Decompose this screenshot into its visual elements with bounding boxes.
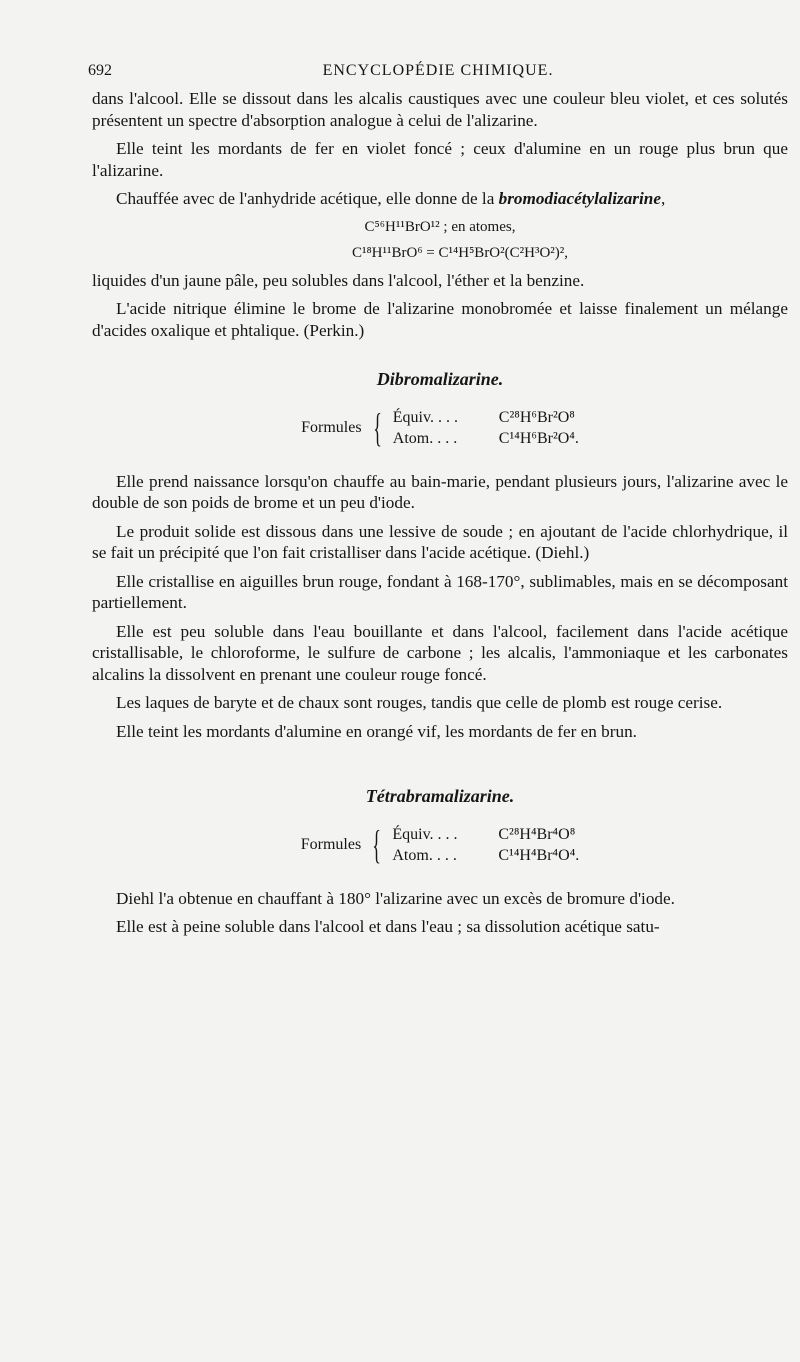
formula-kind: Équiv. . . . xyxy=(392,825,458,843)
formulas-block xyxy=(92,821,788,867)
paragraph: Elle cristallise en aiguilles brun rouge, fondant à 168-170°, sublimables, mais en se décomposant partiellement. xyxy=(92,571,788,612)
chemical-formula: C⁵⁶H¹¹BrO¹² ; en atomes, xyxy=(364,218,516,235)
brace: { xyxy=(372,404,382,450)
paragraph xyxy=(92,188,788,210)
paragraph: L'acide nitrique élimine le brome de l'alizarine monobromée et laisse finalement un mélange d'acides oxalique et phtalique. (Perkin.) xyxy=(92,299,788,340)
formula-value: C¹⁴H⁶Br²O⁴. xyxy=(498,429,579,447)
page-header xyxy=(88,62,788,84)
paragraph: Elle teint les mordants de fer en violet foncé ; ceux d'alumine en un rouge plus brun que l'alizarine. xyxy=(92,139,788,180)
formulas-label: Formules xyxy=(301,418,362,436)
paragraph: Le produit solide est dissous dans une lessive de soude ; en ajoutant de l'acide chlorhydrique, il se fait un précipité que l'on fait cristalliser dans l'acide acétique. (Diehl.) xyxy=(92,521,788,562)
page-number: 692 xyxy=(88,62,112,79)
formula-row xyxy=(393,407,579,428)
paragraph: Elle prend naissance lorsqu'on chauffe au bain-marie, pendant plusieurs jours, l'alizarine avec le double de son poids de brome et un peu d'iode. xyxy=(92,471,788,512)
paragraph: Elle teint les mordants d'alumine en orangé vif, les mordants de fer en brun. xyxy=(116,721,637,741)
formula-row xyxy=(392,845,579,866)
paragraph: liquides d'un jaune pâle, peu solubles dans l'alcool, l'éther et la benzine. xyxy=(92,270,585,290)
formula-row xyxy=(393,428,579,449)
compound-name: bromodiacétylalizarine xyxy=(498,189,661,208)
paragraph: Elle est peu soluble dans l'eau bouillante et dans l'alcool, facilement dans l'acide acétique cristallisable, le chloroforme, le sulfure de carbone ; les alcalis, l'ammoniaque et les carbonates alcalins la dissolvent en prenant une couleur rouge foncé. xyxy=(92,621,788,684)
formula-value: C¹⁴H⁴Br⁴O⁴. xyxy=(498,846,580,864)
formula-value: C²⁸H⁶Br²O⁸ xyxy=(498,408,575,426)
formula-kind: Atom. . . . xyxy=(392,429,458,447)
formulas-block xyxy=(92,404,788,450)
formula-kind: Équiv. . . . xyxy=(392,408,458,426)
running-title: ENCYCLOPÉDIE CHIMIQUE. xyxy=(322,62,554,79)
paragraph-text: , xyxy=(660,189,666,208)
paragraph-text: Chauffée avec de l'anhydride acétique, elle donne de la xyxy=(116,189,499,208)
paragraph: dans l'alcool. Elle se dissout dans les alcalis caustiques avec une couleur bleu violet, et ces solutés présentent un spectre d'absorption analogue à celui de l'alizarine. xyxy=(92,89,788,130)
paragraph: Diehl l'a obtenue en chauffant à 180° l'alizarine avec un excès de bromure d'iode. xyxy=(116,888,675,908)
formulas-label: Formules xyxy=(300,835,362,853)
formula-value: C²⁸H⁴Br⁴O⁸ xyxy=(498,825,576,843)
page-body xyxy=(92,88,788,945)
chemical-formula: C¹⁸H¹¹BrO⁶ = C¹⁴H⁵BrO²(C²H³O²)², xyxy=(351,245,569,261)
formula-row xyxy=(392,824,579,845)
formula-kind: Atom. . . . xyxy=(392,846,457,864)
brace: { xyxy=(372,821,382,867)
paragraph: Les laques de baryte et de chaux sont rouges, tandis que celle de plomb est rouge cerise. xyxy=(116,693,723,712)
paragraph: Elle est à peine soluble dans l'alcool et dans l'eau ; sa dissolution acétique satu- xyxy=(116,917,660,936)
section-heading: Tétrabramalizarine. xyxy=(365,786,515,806)
section-heading: Dibromalizarine. xyxy=(376,369,504,389)
